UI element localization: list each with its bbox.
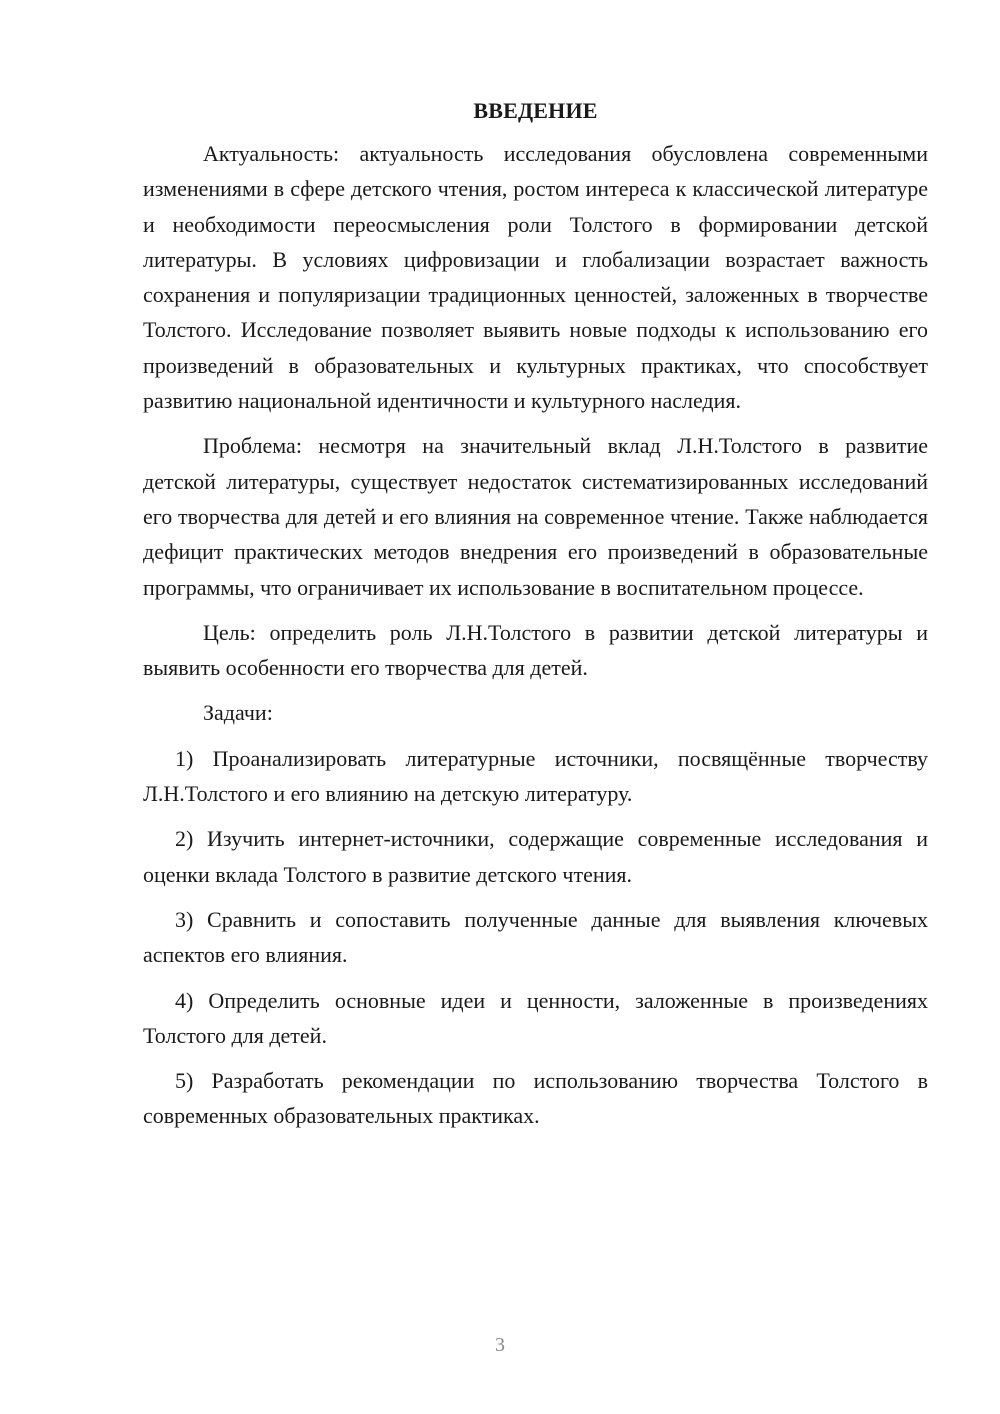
task-item-5: 5) Разработать рекомендации по использованию творчества Толстого в современных образовательных практиках.: [143, 1068, 928, 1129]
page-number: 3: [495, 1334, 505, 1356]
document-page: [143, 96, 928, 1144]
section-title: ВВЕДЕНИЕ: [473, 98, 598, 123]
tasks-heading: Задачи:: [203, 700, 273, 726]
relevance-paragraph: Актуальность: актуальность исследования обусловлена современными изменениями в сфере детского чтения, ростом интереса к классической литературе и необходимости переосмысления роли Толстого в формировании детской литературы. В условиях цифровизации и глобализации возрастает важность сохранения и популяризации традиционных ценностей, заложенных в творчестве Толстого. Исследование позволяет выявить новые подходы к использованию его произведений в образовательных и культурных практиках, что способствует развитию национальной идентичности и культурного наследия.: [143, 141, 928, 414]
task-item-1: 1) Проанализировать литературные источники, посвящённые творчеству Л.Н.Толстого и его влиянию на детскую литературу.: [143, 745, 928, 807]
task-item-2: 2) Изучить интернет-источники, содержащие современные исследования и оценки вклада Толстого в развитие детского чтения.: [143, 826, 928, 887]
goal-paragraph: Цель: определить роль Л.Н.Толстого в развитии детской литературы и выявить особенности его творчества для детей.: [143, 619, 928, 681]
task-item-3: 3) Сравнить и сопоставить полученные данные для выявления ключевых аспектов его влияния.: [143, 906, 928, 968]
task-item-4: 4) Определить основные идеи и ценности, заложенные в произведениях Толстого для детей.: [143, 987, 928, 1048]
problem-paragraph: Проблема: несмотря на значительный вклад Л.Н.Толстого в развитие детской литературы, существует недостаток систематизированных исследований его творчества для детей и его влияния на современное чтение. Также наблюдается дефицит практических методов внедрения его произведений в образовательные программы, что ограничивает их использование в воспитательном процессе.: [143, 433, 928, 600]
